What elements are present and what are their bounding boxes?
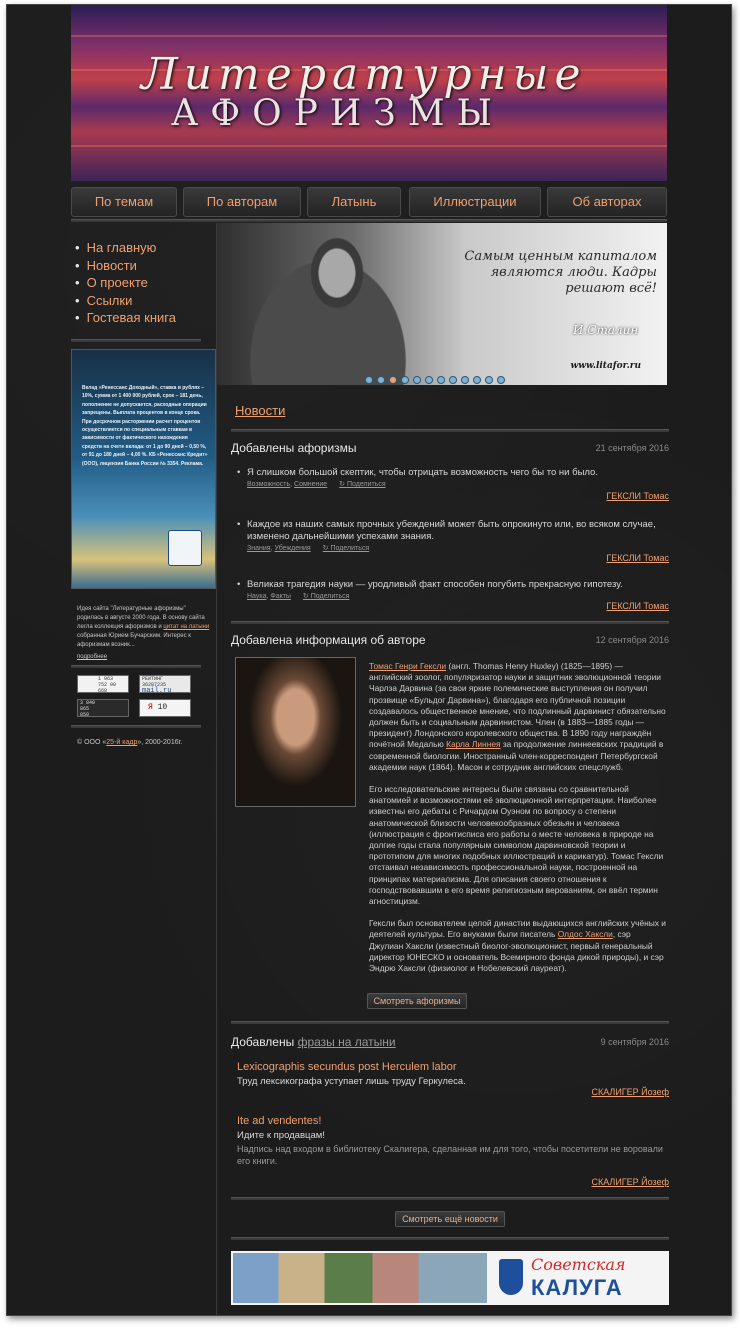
site-title-line1: Литературные [141,49,587,100]
aphorism-text: • Я слишком большой скептик, чтобы отрицать возможность чего бы то ни было. [235,467,669,479]
latin-phrases-link[interactable]: фразы на латыни [297,1035,396,1049]
counter-mailru[interactable]: РЕЙТИНГ 36287235 mail.ru [139,675,191,693]
slide-site-url: www.litafor.ru [570,361,641,371]
quote-slideshow[interactable] [217,223,667,385]
sidebar-item-news[interactable]: • Новости [75,257,137,273]
aphorisms-heading: Добавлены афоризмы [231,441,357,455]
author-info-section [231,633,669,653]
sidebar-item-about[interactable]: • О проекте [75,275,148,290]
counter-liveinternet[interactable]: 1 963 752 00 668 [77,675,129,693]
tag-link[interactable]: Знания [247,545,271,552]
aphorism-tags: Наука, Факты ↻ Поделиться [235,592,669,600]
slide-dot[interactable] [485,376,493,384]
aphorism-tags: Знания, Убеждения ↻ Поделиться [235,544,669,552]
latin-note: Надпись над входом в библиотеку Скалигера, сделанная им для того, чтобы посетители не воровали его книги. [237,1144,663,1166]
tag-link[interactable]: Возможность [247,481,291,488]
author-name-link[interactable]: Томас Генри Гексли [369,661,447,671]
slide-pager [365,369,509,385]
sidebar-item-guestbook[interactable]: • Гостевая книга [75,310,176,325]
aphorism-text: • Каждое из наших самых прочных убеждений может быть опрокинуто или, во всяком случае, изменено дальнейшими успехами знания. [235,519,669,543]
kaluga-photos [233,1253,487,1303]
deposit-insured-badge [168,530,202,566]
aphorism-item [235,579,669,611]
tag-link[interactable]: Факты [270,593,291,600]
site-title-line2: АФОРИЗМЫ [171,93,504,134]
slide-dot-active[interactable] [389,376,397,384]
author-bio: Томас Генри Гексли (англ. Thomas Henry Huxley) (1825—1895) — английский зоолог, популяризатор науки и защитник эволюционной теории Чарлза Дарвина (за свои яркие полемические выступления он получил прозвище «Бульдог Дарвина»), благодаря его публичной позиции создавалось общественное мнение, что подлинный дарвинист обязательно должен быть и социальным дарвинистом. Член (в 1883—1885 годы — президент) Лондонского королевского общества. В 1890 году награждён почётной Медалью Карла Линнея за продолжение линнеевских традиций в современной биологии. Иностранный член-корреспондент Петербургской академии наук (1864). Масон и сотрудник английских спецслужб. Его исследовательские интересы были связаны со сравнительной анатомией и возможностями её эволюционной интерпретации. Наиболее известны его дебаты с Ричардом Оуэном по вопросу о степени анатомической близости человекообразных обезьян и человека (иллюстрация с фронтисписа его работы о месте человека в природе на долгие годы стала популярным символом дарвиновской теории и прототипом для многих подобных иллюстраций и карикатур). Томас Гексли отстаивал независимость профессиональной науки, построенной на принципах материализма. Для описания своего отношения к господствовавшим в его время религиозным верованиям, он ввёл термин агностицизм. Гексли был основателем целой династии выдающихся английских учёных и деятелей культуры. Его внуками были писатель Олдос Хаксли, сэр Джулиан Хаксли (известный биолог-эволюционист, первый генеральный директор ЮНЕСКО и основатель Всемирного фонда дикой природы), и сэр Эндрю Хаксли (физиолог и Нобелевский лауреат). [369,661,666,974]
slide-dot[interactable] [425,376,433,384]
section-divider [231,621,669,624]
footer-divider [231,1237,669,1240]
slide-dot[interactable] [437,376,445,384]
latin-item [237,1115,669,1187]
aphorisms-date: 21 сентября 2016 [595,443,669,453]
author-link[interactable]: СКАЛИГЕР Йозеф [591,1087,669,1097]
slide-dot[interactable] [461,376,469,384]
aldous-huxley-link[interactable]: Олдос Хаксли [557,929,613,940]
slide-dot[interactable] [497,376,505,384]
stalin-photo [247,233,427,385]
slide-dot[interactable] [449,376,457,384]
counter-yandex[interactable]: Я 10 [139,699,191,717]
slide-dot[interactable] [473,376,481,384]
aphorisms-section [231,441,669,617]
bank-ad-text: Вклад «Ренессанс Доходный», ставка в рублях – 10%, сумма от 1 400 000 рублей, срок – 181 день, пополнение не допускается, расходные операции запрещены. Выплата процентов в конце срока. При досрочном расторжении расчет процентов осуществляется по специальным ставкам в зависимости от фактического нахождения средств на счете вклада: от 1 до 90 дней – 0,50 %, от 91 до 180 дней – 4,00 %. КБ «Ренессанс Кредит» (ООО), лицензия Банка России № 3354. Реклама. [82,385,208,467]
latin-item [237,1061,669,1097]
latin-phrase: Ite ad vendentes! [237,1115,322,1127]
author-link[interactable]: ГЕКСЛИ Томас [606,601,669,611]
kaluga-logo-line1: Советская [531,1255,626,1274]
aphorism-item [235,519,669,563]
more-news-button[interactable]: Смотреть ещё новости [395,1211,505,1227]
sidebar-menu [75,239,176,327]
aphorism-text: • Великая трагедия науки — уродливый факт способен погубить прекрасную гипотезу. [235,579,669,591]
counter-hotlog[interactable]: 3 840 865 850 [77,699,129,717]
author-info-date: 12 сентября 2016 [595,635,669,645]
sidebar-item-links[interactable]: • Ссылки [75,292,133,308]
counters-divider [71,725,201,728]
site-header-banner[interactable] [71,5,667,181]
site-counters [77,675,197,721]
share-link[interactable]: ↻ Поделиться [303,593,349,600]
news-divider [231,429,669,432]
news-heading-link[interactable]: Новости [235,403,286,418]
latin-section [231,1035,669,1185]
tab-illustrations[interactable]: Иллюстрации [409,187,541,217]
linnaeus-link[interactable]: Карла Линнея [446,739,501,750]
copyright-link[interactable]: 25-й кадр [106,739,138,746]
aphorism-tags: Возможность, Сомнение ↻ Поделиться [235,480,669,488]
menu-divider [71,339,201,342]
sidebar-item-home[interactable]: • На главную [75,240,157,255]
huxley-portrait[interactable] [235,657,356,807]
main-nav [71,187,667,217]
latin-quotes-link[interactable]: цитат на латыни [163,624,210,630]
tab-about-authors[interactable]: Об авторах [547,187,667,217]
author-link[interactable]: ГЕКСЛИ Томас [606,491,669,501]
kaluga-logo-line2: КАЛУГА [531,1275,623,1300]
copyright: © ООО «25-й кадр», 2000-2016г. [77,739,183,746]
tag-link[interactable]: Наука [247,593,267,600]
tag-link[interactable]: Убеждения [274,545,311,552]
share-link[interactable]: ↻ Поделиться [339,481,385,488]
sidebar-divider [216,223,217,1316]
about-divider [71,665,201,668]
author-link[interactable]: СКАЛИГЕР Йозеф [591,1177,669,1187]
sovetskaya-kaluga-banner[interactable] [231,1251,669,1305]
tab-latin[interactable]: Латынь [307,187,401,217]
view-aphorisms-button[interactable]: Смотреть афоризмы [367,993,467,1009]
slide-quote: Самым ценным капиталом являются люди. Кадры решают всё! [464,249,657,296]
section-divider [231,1021,669,1024]
kaluga-emblem-icon [499,1259,523,1295]
latin-heading: Добавлены фразы на латыни [231,1035,396,1049]
latin-translation: Труд лексикографа уступает лишь труду Геркулеса. [237,1076,466,1087]
slide-dot[interactable] [377,376,385,384]
page-frame [6,4,732,1316]
aphorism-item [235,467,669,501]
slide-dot[interactable] [401,376,409,384]
read-more-link[interactable]: подробнее [77,654,108,660]
tab-by-author[interactable]: По авторам [183,187,301,217]
slide-dot[interactable] [413,376,421,384]
latin-phrase: Lexicographis secundus post Herculem labor [237,1061,457,1073]
slide-signature: И.Сталин [573,323,639,337]
share-link[interactable]: ↻ Поделиться [323,545,369,552]
bank-ad[interactable] [71,349,216,589]
about-site-blurb: Идея сайта "Литературные афоризмы" родилась в августе 2000 года. В основу сайта легла коллекция афоризмов и цитат на латыни собранная Юрием Бучарским. Интерес к афоризмам возник... подробнее [77,605,212,662]
latin-translation: Идите к продавцам! [237,1130,325,1141]
nav-divider [71,219,667,222]
author-link[interactable]: ГЕКСЛИ Томас [606,553,669,563]
tag-link[interactable]: Сомнение [294,481,328,488]
slide-dot[interactable] [365,376,373,384]
latin-date: 9 сентября 2016 [600,1037,669,1047]
section-divider [231,1197,669,1200]
author-info-heading: Добавлена информация об авторе [231,633,426,647]
tab-by-topic[interactable]: По темам [71,187,177,217]
